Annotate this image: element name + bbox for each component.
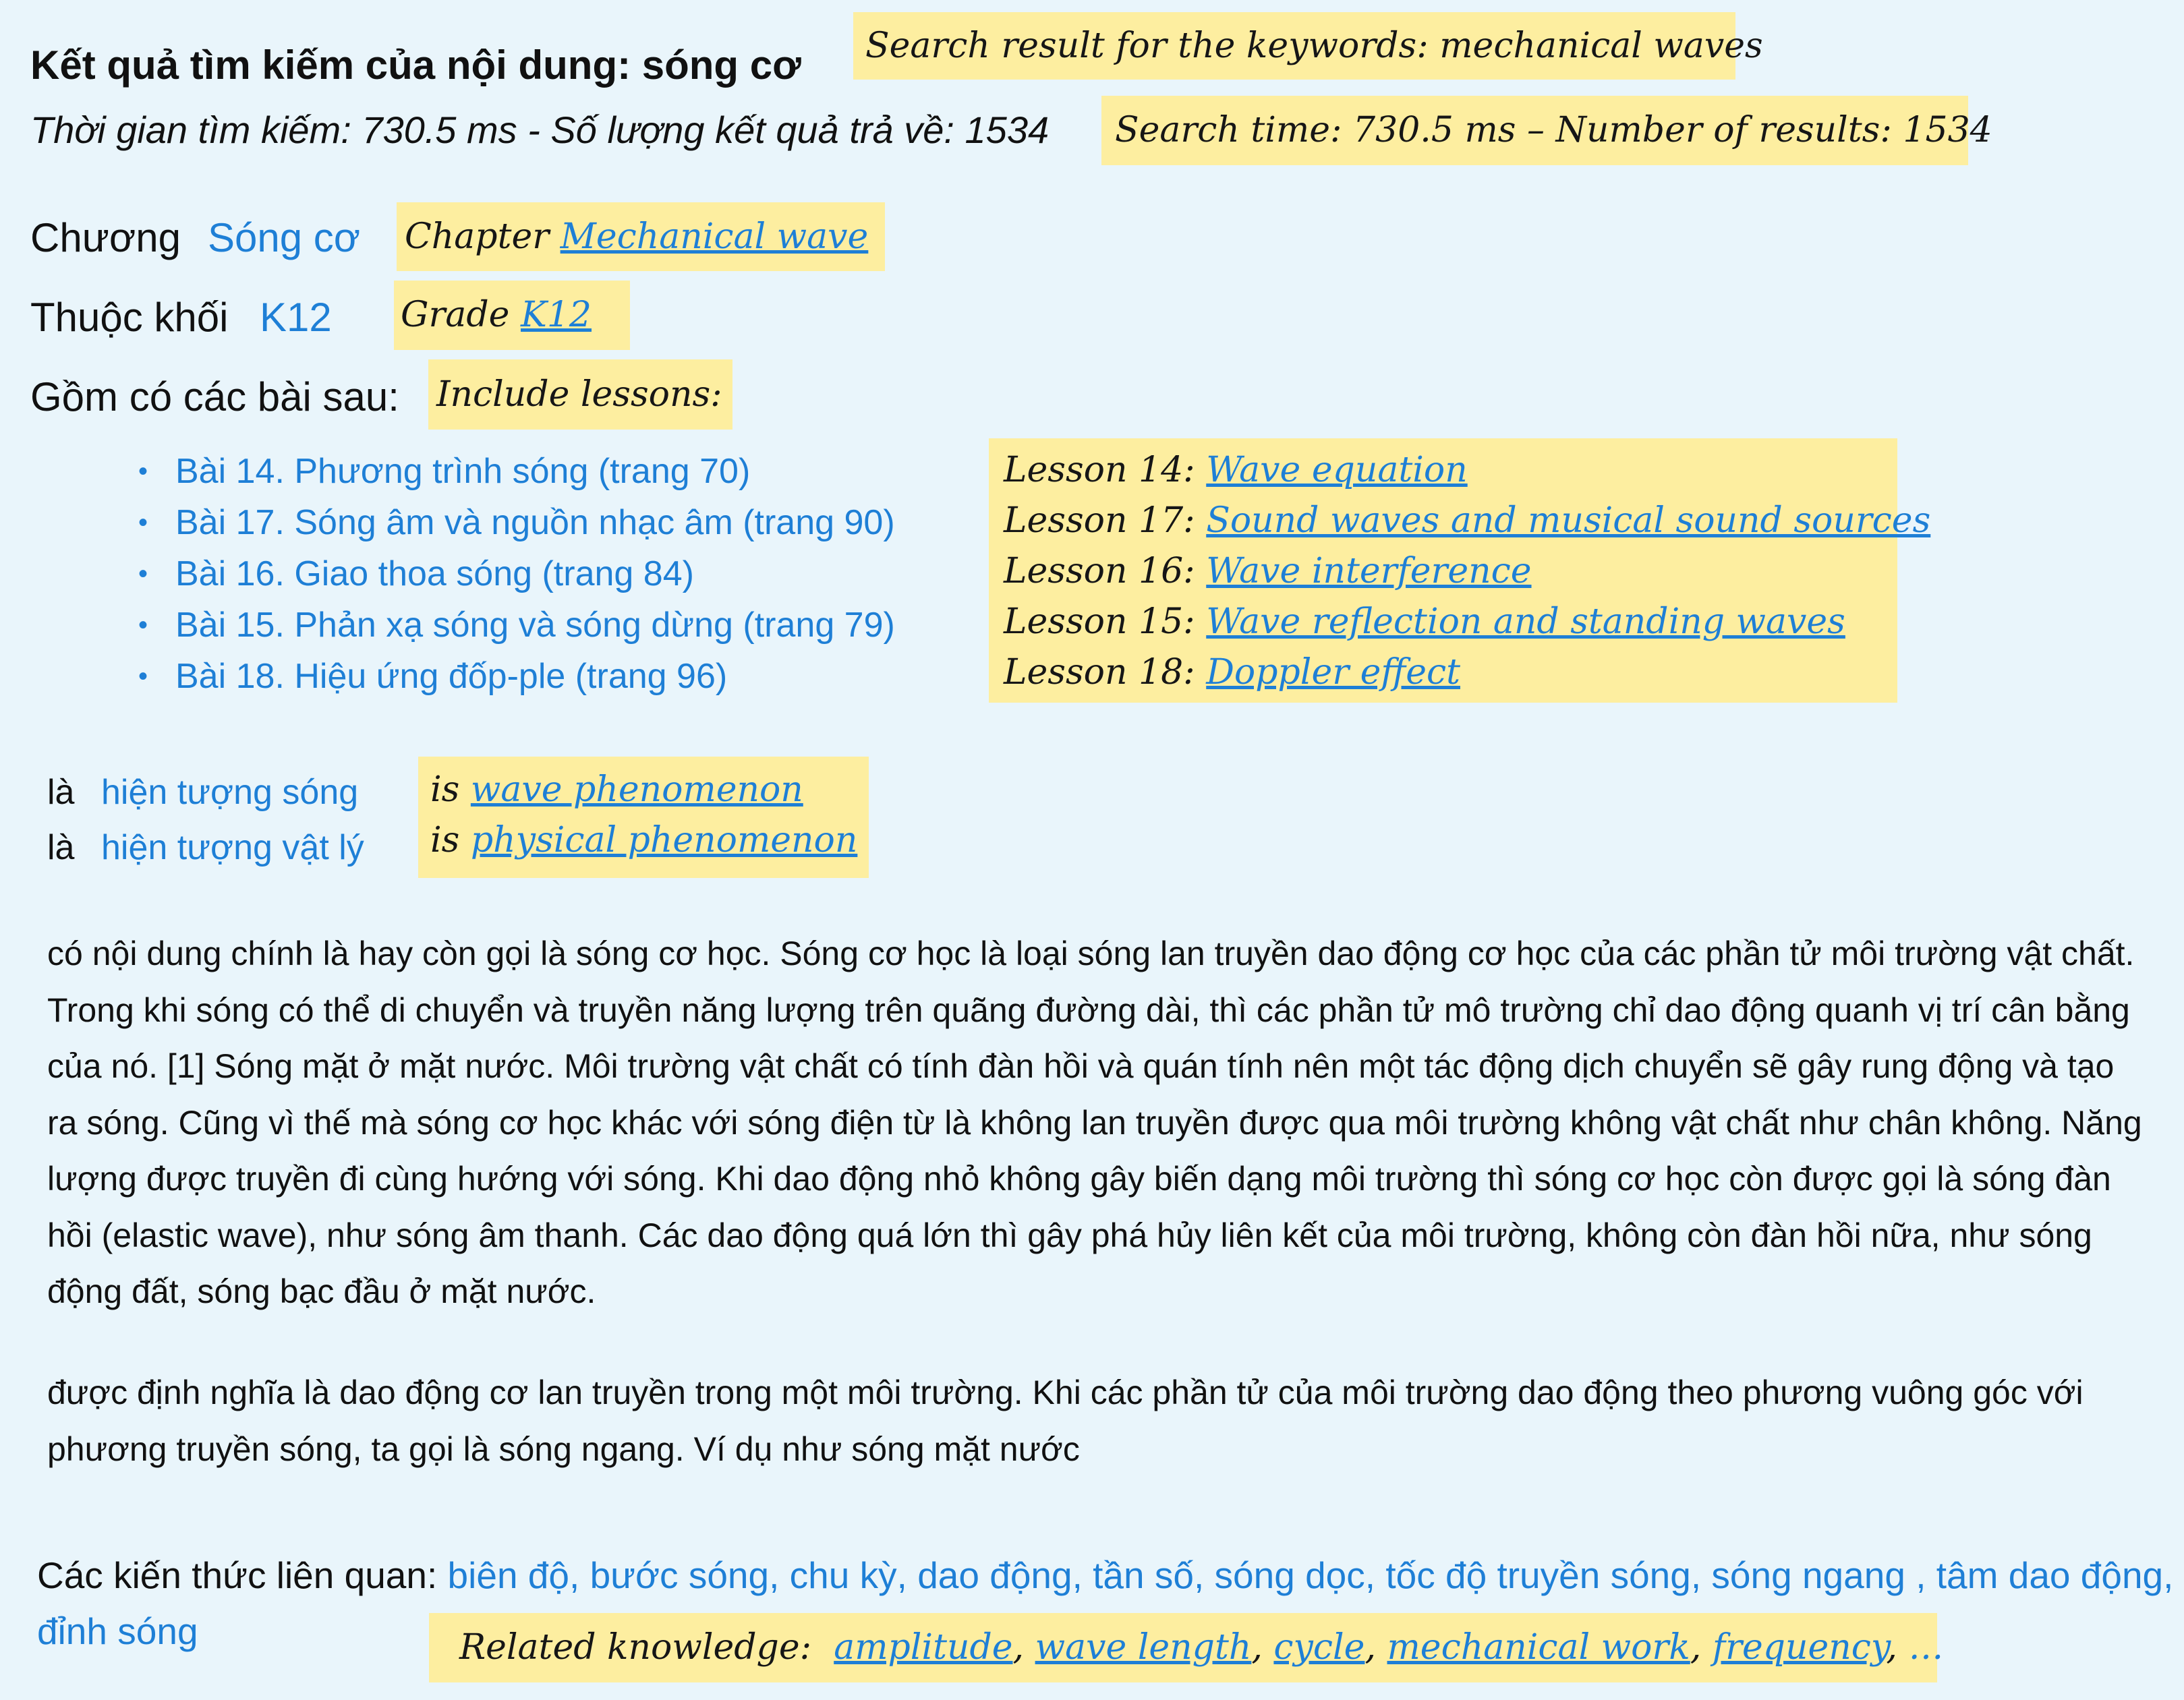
lesson-annotation-prefix: Lesson 16: <box>1004 551 1195 591</box>
bullet-icon: • <box>138 610 148 640</box>
bullet-icon: • <box>138 508 148 537</box>
relation-annotation <box>430 815 869 866</box>
grade-annotation-link[interactable]: K12 <box>521 295 592 335</box>
related-knowledge: Các kiến thức liên quan: biên độ, bước sóng, chu kỳ, dao động, tần số, sóng dọc, tốc độ truyền sóng, sóng ngang , tâm dao động, đỉnh sóng <box>37 1554 2174 1652</box>
relation-item <box>47 765 364 820</box>
lessons-annotation-list <box>989 438 1931 703</box>
lesson-item <box>138 446 895 497</box>
relation-annotation-word: is <box>430 769 460 810</box>
lessons-annotation: Include lessons: <box>428 359 732 430</box>
related-link[interactable]: bước sóng <box>590 1554 770 1596</box>
lesson-annotation-prefix: Lesson 18: <box>1004 652 1195 693</box>
lesson-annotation <box>1004 647 1897 698</box>
bullet-icon: • <box>138 559 148 589</box>
related-annotation-link[interactable]: wave length <box>1035 1627 1252 1668</box>
relation-word: là <box>47 828 75 867</box>
lesson-annotation-prefix: Lesson 14: <box>1004 450 1195 490</box>
relation-annotation-link[interactable]: physical phenomenon <box>470 820 858 860</box>
lesson-annotation-link[interactable]: Wave reflection and standing waves <box>1206 602 1845 642</box>
lesson-annotation <box>1004 597 1897 647</box>
related-link[interactable]: biên độ <box>447 1554 569 1596</box>
lesson-annotation-link[interactable]: Doppler effect <box>1206 652 1461 693</box>
lesson-annotation <box>1004 546 1897 597</box>
lesson-annotation <box>1004 445 1897 496</box>
content-paragraph: có nội dung chính là hay còn gọi là sóng cơ học. Sóng cơ học là loại sóng lan truyền dao động cơ học của các phần tử môi trường vật chất. Trong khi sóng có thể di chuyển và truyền năng lượng trên quãng đường dài, thì các phần tử mô trường chỉ dao động quanh vị trí cân bằng của nó. [1] Sóng mặt ở mặt nước. Môi trường vật chất có tính đàn hồi và quán tính nên một tác động dịch chuyển sẽ gây rung động và tạo ra sóng. Cũng vì thế mà sóng cơ học khác với sóng điện từ là không lan truyền được qua môi trường không vật chất như chân không. Năng lượng được truyền đi cùng hướng với sóng. Khi dao động nhỏ không gây biến dạng môi trường thì sóng cơ học còn được gọi là sóng đàn hồi (elastic wave), như sóng âm thanh. Các dao động quá lớn thì gây phá hủy liên kết của môi trường, không còn đàn hồi nữa, như sóng động đất, sóng bạc đầu ở mặt nước. <box>47 935 2142 1310</box>
related-annotation-link[interactable]: frequency <box>1712 1627 1887 1668</box>
relation-item <box>47 820 364 875</box>
grade-label: Thuộc khối <box>30 295 229 340</box>
lesson-link[interactable]: Bài 16. Giao thoa sóng (trang 84) <box>175 554 694 593</box>
content-paragraph: được định nghĩa là dao động cơ lan truyền trong một môi trường. Khi các phần tử của môi trường dao động theo phương vuông góc với phương truyền sóng, ta gọi là sóng ngang. Ví dụ như sóng mặt nước <box>47 1374 2084 1468</box>
chapter-annotation-label: Chapter <box>405 216 550 257</box>
lesson-item <box>138 599 895 651</box>
grade-link[interactable]: K12 <box>260 295 332 340</box>
lesson-link[interactable]: Bài 18. Hiệu ứng đốp-ple (trang 96) <box>175 657 728 696</box>
lesson-item <box>138 548 895 599</box>
chapter-label: Chương <box>30 215 181 260</box>
lesson-item <box>138 651 895 702</box>
lesson-item <box>138 497 895 548</box>
related-link[interactable]: dao động <box>917 1554 1072 1596</box>
lesson-list <box>138 446 895 702</box>
lesson-link[interactable]: Bài 14. Phương trình sóng (trang 70) <box>175 452 751 491</box>
related-annotation-link[interactable]: cycle <box>1273 1627 1365 1668</box>
lessons-label: Gồm có các bài sau: <box>30 374 399 419</box>
lesson-annotation-link[interactable]: Sound waves and musical sound sources <box>1206 500 1931 541</box>
lesson-annotation-link[interactable]: Wave equation <box>1206 450 1468 490</box>
relation-list <box>47 765 364 875</box>
related-link[interactable]: sóng ngang <box>1711 1554 1916 1596</box>
related-annotation: Related knowledge: amplitude, wave length, cycle, mechanical work, frequency, … <box>429 1613 1937 1682</box>
chapter-annotation <box>397 202 885 271</box>
related-link[interactable]: tâm dao động <box>1936 1554 2164 1596</box>
lesson-annotation-prefix: Lesson 17: <box>1004 500 1195 541</box>
related-link[interactable]: chu kỳ <box>789 1554 897 1596</box>
chapter-link[interactable]: Sóng cơ <box>208 215 361 260</box>
bullet-icon: • <box>138 662 148 691</box>
lesson-annotation-prefix: Lesson 15: <box>1004 602 1195 642</box>
lesson-annotation-link[interactable]: Wave interference <box>1206 551 1532 591</box>
relation-annotation-link[interactable]: wave phenomenon <box>470 769 803 810</box>
page-title: Kết quả tìm kiếm của nội dung: sóng cơ <box>30 42 801 88</box>
related-annotation-link[interactable]: amplitude <box>834 1627 1013 1668</box>
related-link[interactable]: tốc độ truyền sóng <box>1385 1554 1691 1596</box>
related-annotation-link[interactable]: mechanical work <box>1387 1627 1690 1668</box>
relation-link[interactable]: hiện tượng sóng <box>101 773 359 812</box>
relation-link[interactable]: hiện tượng vật lý <box>101 828 364 867</box>
relation-word: là <box>47 773 75 812</box>
search-meta: Thời gian tìm kiếm: 730.5 ms - Số lượng kết quả trả về: 1534 <box>30 109 1050 151</box>
related-link[interactable]: tần số <box>1093 1554 1194 1596</box>
relation-annotation <box>430 765 869 815</box>
related-link[interactable]: sóng dọc <box>1214 1554 1365 1596</box>
related-label: Các kiến thức liên quan: <box>37 1554 438 1596</box>
related-link[interactable]: đỉnh sóng <box>37 1610 198 1652</box>
grade-annotation-label: Grade <box>401 295 510 335</box>
related-annotation-label: Related knowledge: <box>459 1627 812 1668</box>
chapter-annotation-link[interactable]: Mechanical wave <box>560 216 869 257</box>
title-annotation: Search result for the keywords: mechanical waves <box>853 12 1735 80</box>
lesson-annotation <box>1004 496 1931 546</box>
meta-annotation: Search time: 730.5 ms – Number of results: 1534 <box>1101 96 1968 165</box>
grade-annotation <box>394 281 630 350</box>
relation-annotation-list <box>418 757 869 878</box>
lesson-link[interactable]: Bài 17. Sóng âm và nguồn nhạc âm (trang 90) <box>175 503 895 542</box>
relation-annotation-word: is <box>430 820 460 860</box>
related-annotation-ellipsis: … <box>1908 1627 1944 1668</box>
lesson-link[interactable]: Bài 15. Phản xạ sóng và sóng dừng (trang 79) <box>175 606 895 645</box>
bullet-icon: • <box>138 457 148 486</box>
